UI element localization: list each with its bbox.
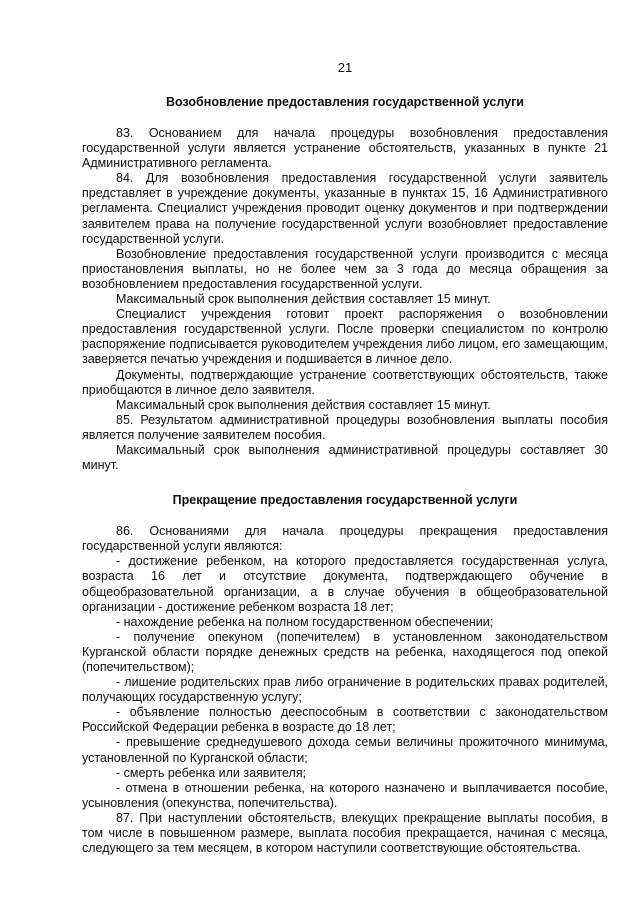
paragraph-85: 85. Результатом административной процедуры возобновления выплаты пособия является получение заявителем пособия. <box>82 412 608 442</box>
section-body-resumption <box>82 126 608 473</box>
list-item-parental-rights: - лишение родительских прав либо ограничение в родительских правах родителей, получающих государственную услугу; <box>82 675 608 705</box>
list-item-adoption-cancel: - отмена в отношении ребенка, на которого назначено и выплачивается пособие, усыновления (опекунства, попечительства). <box>82 780 608 810</box>
paragraph-documents: Документы, подтверждающие устранение соответствующих обстоятельств, также приобщаются в личное дело заявителя. <box>82 367 608 397</box>
list-item-age: - достижение ребенком, на которого предоставляется государственная услуга, возраста 16 лет и отсутствие документа, подтверждающего обучение в общеобразовательной организации, а в случае обучения в общеобразовательной организации - достижение ребенком возраста 18 лет; <box>82 554 608 614</box>
paragraph-resumption-period: Возобновление предоставления государственной услуги производится с месяца приостановления выплаты, но не более чем за 3 года до месяца обращения за возобновлением предоставления государственной услуги. <box>82 246 608 291</box>
list-item-guardian-funds: - получение опекуном (попечителем) в установленном законодательством Курганской области порядке денежных средств на ребенка, находящегося под опекой (попечительством); <box>82 629 608 674</box>
list-item-death: - смерть ребенка или заявителя; <box>116 765 307 780</box>
section-title-termination: Прекращение предоставления государственной услуги <box>172 493 518 508</box>
paragraph-87: 87. При наступлении обстоятельств, влекущих прекращение выплаты пособия, в том числе в повышенном размере, выплата пособия прекращается, начиная с месяца, следующего за тем месяцем, в котором наступили соответствующие обстоятельства. <box>82 810 608 856</box>
page-number: 21 <box>337 60 353 75</box>
paragraph-specialist-order: Специалист учреждения готовит проект распоряжения о возобновлении предоставления государственной услуги. После проверки специалистом по контролю распоряжение подписывается руководителем учреждения либо лицом, его замещающим, заверяется печатью учреждения и подшивается в личное дело. <box>82 307 608 367</box>
paragraph-84: 84. Для возобновления предоставления государственной услуги заявитель представляет в учреждение документы, указанные в пунктах 15, 16 Административного регламента. Специалист учреждения проводит оценку документов и при подтверждении заявителем права на получение государственной услуги возобновляет предоставление государственной услуги. <box>82 171 608 246</box>
paragraph-max-time-2: Максимальный срок выполнения действия составляет 15 минут. <box>116 397 491 412</box>
list-item-emancipation: - объявление полностью дееспособным в соответствии с законодательством Российской Федерации ребенка в возрасте до 18 лет; <box>82 705 608 735</box>
paragraph-max-time-3: Максимальный срок выполнения административной процедуры составляет 30 минут. <box>82 442 608 473</box>
paragraph-max-time-1: Максимальный срок выполнения действия составляет 15 минут. <box>116 292 491 307</box>
paragraph-83: 83. Основанием для начала процедуры возобновления предоставления государственной услуги является устранение обстоятельств, указанных в пункте 21 Административного регламента. <box>82 126 608 171</box>
list-item-state-support: - нахождение ребенка на полном государственном обеспечении; <box>116 614 494 629</box>
section-body-termination <box>82 524 608 856</box>
paragraph-86: 86. Основаниями для начала процедуры прекращения предоставления государственной услуги являются: <box>82 524 608 554</box>
section-title-resumption: Возобновление предоставления государственной услуги <box>166 95 524 109</box>
list-item-income: - превышение среднедушевого дохода семьи величины прожиточного минимума, установленной по Курганской области; <box>82 735 608 765</box>
